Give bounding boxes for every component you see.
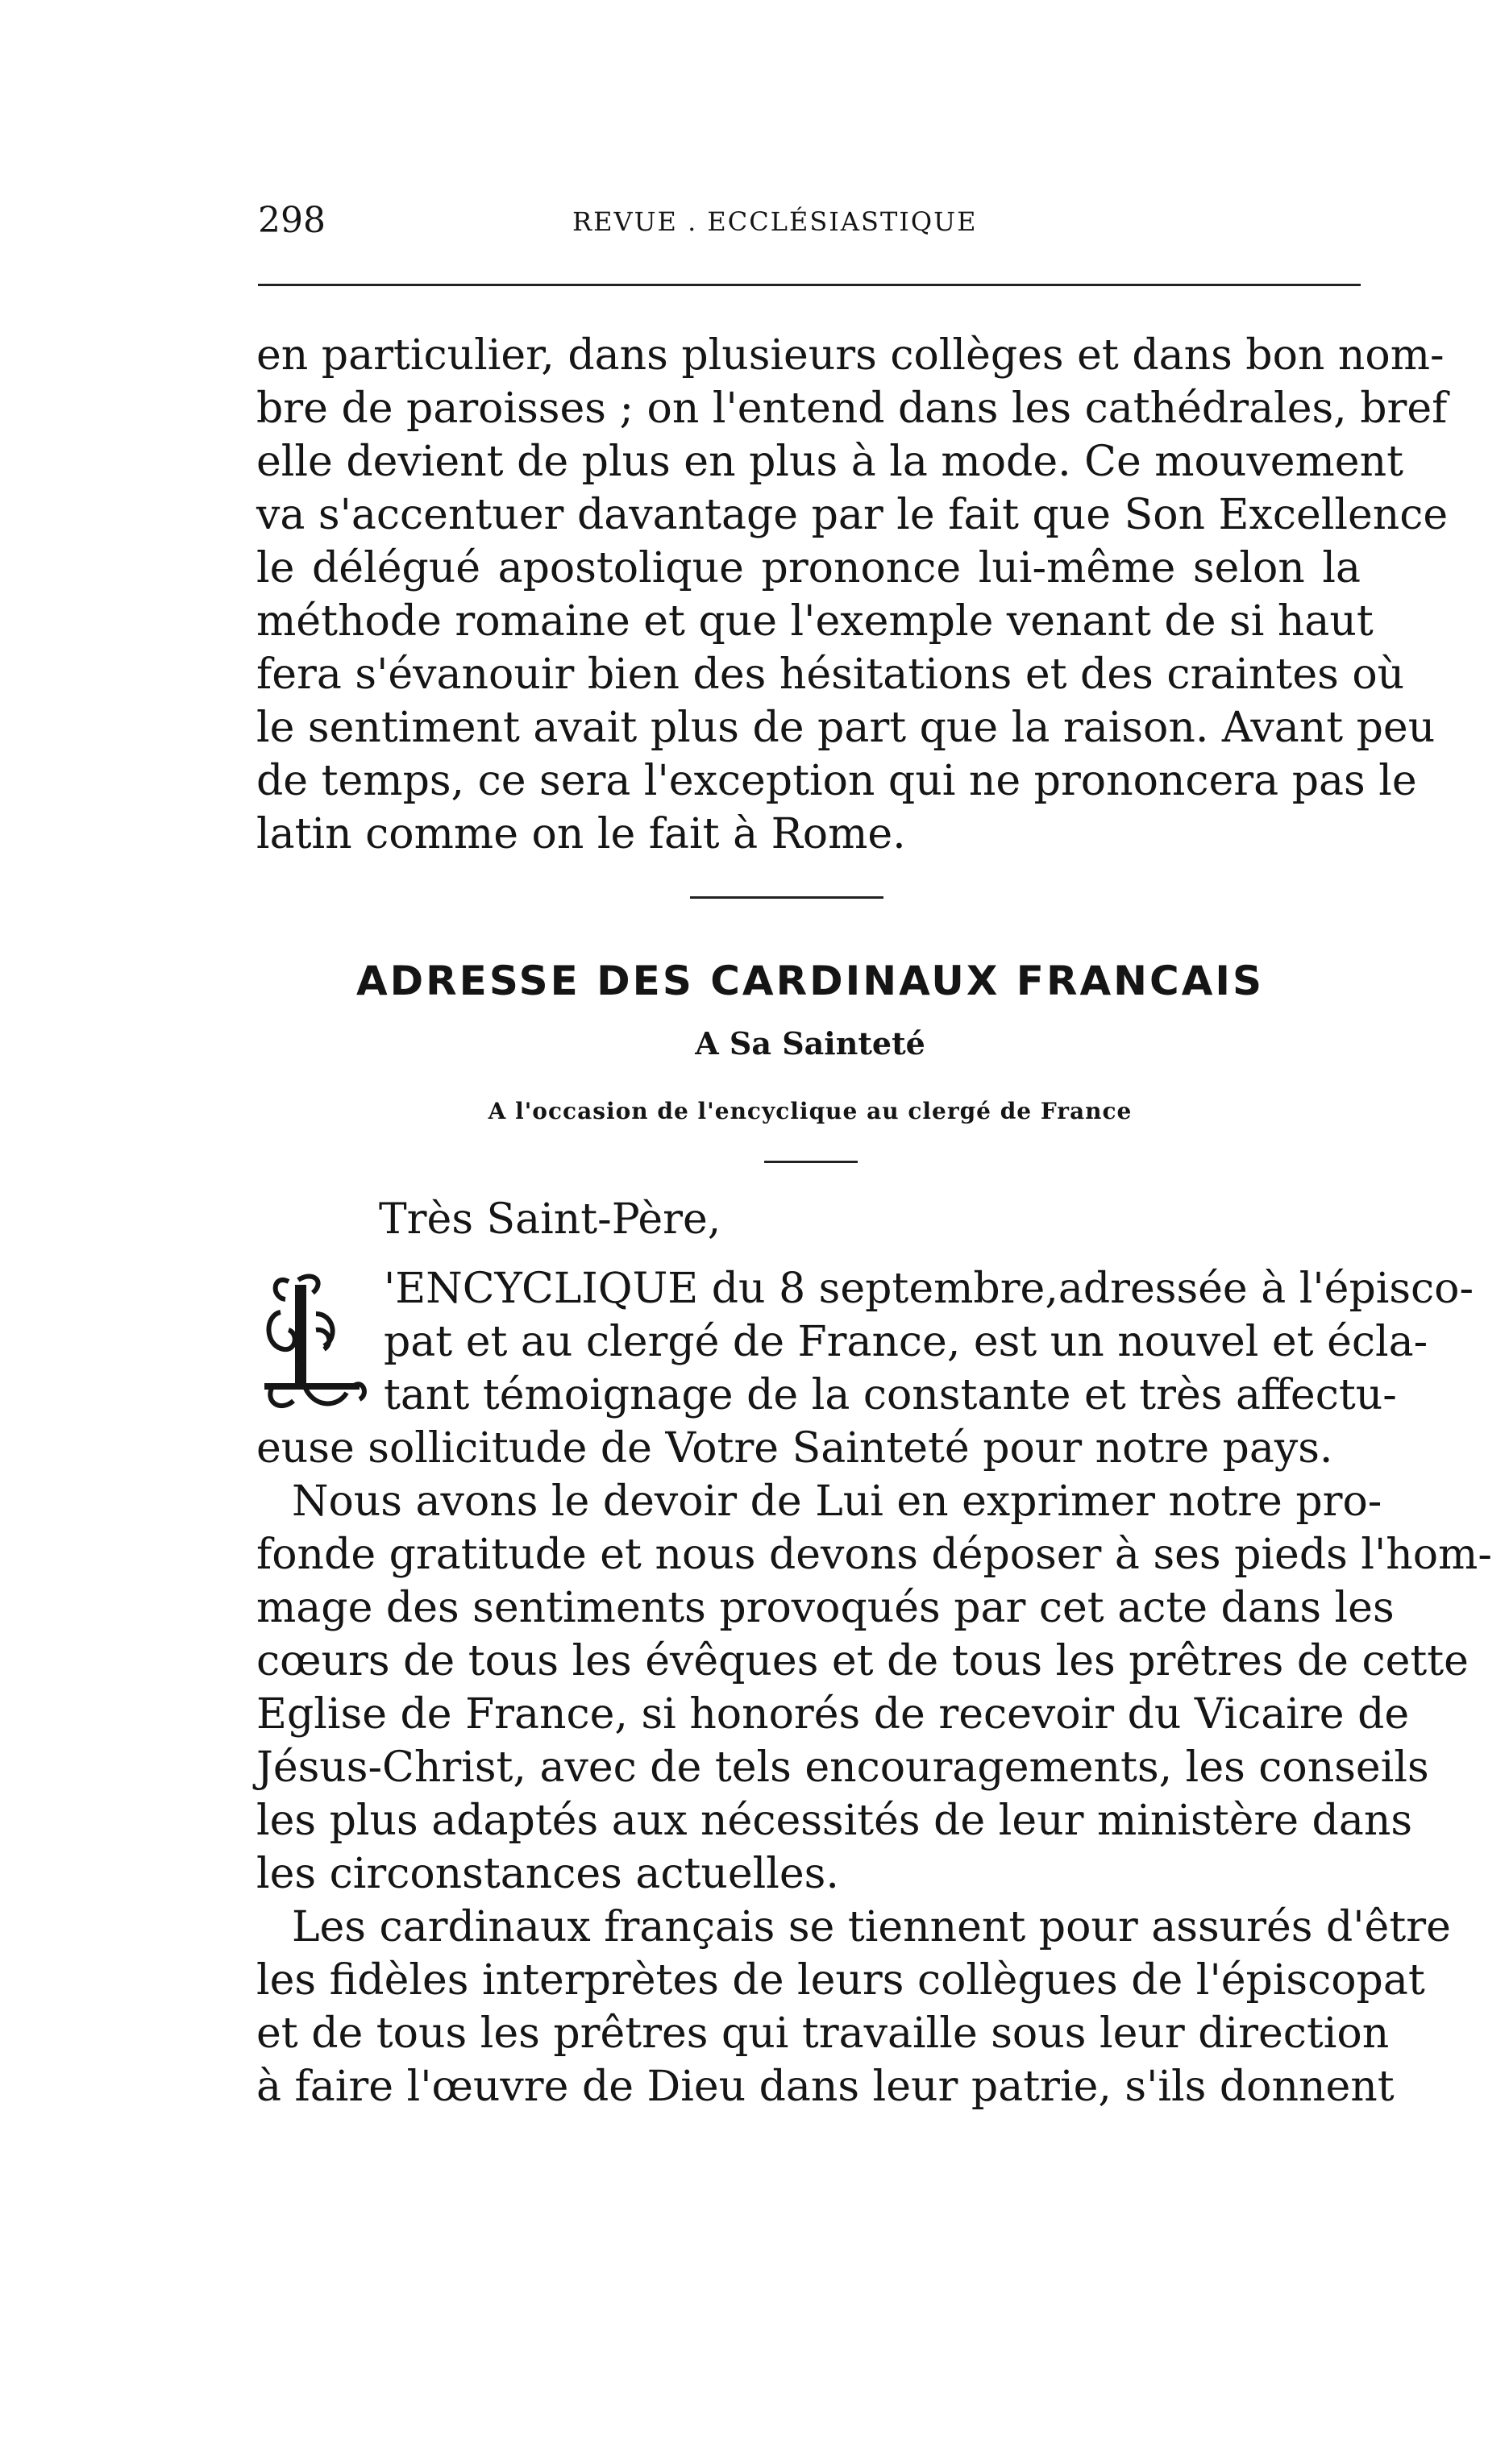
text-line: mage des sentiments provoqués par cet acte dans les (256, 1584, 1395, 1632)
text-line: les circonstances actuelles. (256, 1850, 839, 1898)
text-line: tant témoignage de la constante et très affectu- (384, 1371, 1397, 1419)
text-line: le sentiment avait plus de part que la raison. Avant peu (256, 704, 1436, 752)
page-header (258, 200, 1370, 248)
text-line: elle devient de plus en plus à la mode. Ce mouvement (256, 438, 1403, 486)
text-line: Jésus-Christ, avec de tels encouragements, les conseils (256, 1743, 1429, 1792)
dropcap (256, 1265, 371, 1419)
text-line: 'ENCYCLIQUE du 8 septembre,adressée à l'épisco- (384, 1265, 1474, 1313)
text-line: le délégué apostolique prononce lui-même selon la (256, 544, 1361, 592)
text-line: euse sollicitude de Votre Sainteté pour notre pays. (256, 1424, 1333, 1473)
section-title: ADRESSE DES CARDINAUX FRANCAIS (355, 958, 1265, 1004)
ornamental-dropcap-icon (256, 1265, 371, 1419)
text-line: les fidèles interprètes de leurs collègues de l'épiscopat (256, 1956, 1425, 2005)
page-number: 298 (258, 200, 326, 241)
text-line: va s'accentuer davantage par le fait que Son Excellence (256, 491, 1449, 539)
text-line: les plus adaptés aux nécessités de leur ministère dans (256, 1797, 1413, 1845)
text-line: à faire l'œuvre de Dieu dans leur patrie, s'ils donnent (256, 2063, 1395, 2111)
section-divider (690, 896, 883, 899)
short-divider (764, 1161, 858, 1163)
text-line: bre de paroisses ; on l'entend dans les cathédrales, bref (256, 384, 1448, 433)
text-line: méthode romaine et que l'exemple venant de si haut (256, 597, 1374, 646)
text-line: cœurs de tous les évêques et de tous les prêtres de cette (256, 1637, 1469, 1685)
section-subtitle: A Sa Sainteté (695, 1025, 925, 1062)
text-line: Les cardinaux français se tiennent pour assurés d'être (292, 1903, 1451, 1951)
text-line: fonde gratitude et nous devons déposer à ses pieds l'hom- (256, 1531, 1492, 1579)
text-line: en particulier, dans plusieurs collèges et dans bon nom- (256, 331, 1445, 380)
salutation: Très Saint-Père, (379, 1195, 721, 1244)
text-line: fera s'évanouir bien des hésitations et des craintes où (256, 650, 1405, 699)
text-line: pat et au clergé de France, est un nouvel et écla- (384, 1318, 1428, 1366)
header-rule (258, 284, 1361, 286)
text-line: Eglise de France, si honorés de recevoir du Vicaire de (256, 1690, 1410, 1739)
text-line: de temps, ce sera l'exception qui ne prononcera pas le (256, 757, 1417, 805)
text-line: Nous avons le devoir de Lui en exprimer notre pro- (292, 1477, 1382, 1526)
section-occasion: A l'occasion de l'encyclique au clergé de France (488, 1098, 1133, 1124)
text-line: et de tous les prêtres qui travaille sous leur direction (256, 2009, 1390, 2058)
text-line: latin comme on le fait à Rome. (256, 810, 906, 858)
running-head: REVUE . ECCLÉSIASTIQUE (572, 206, 978, 237)
